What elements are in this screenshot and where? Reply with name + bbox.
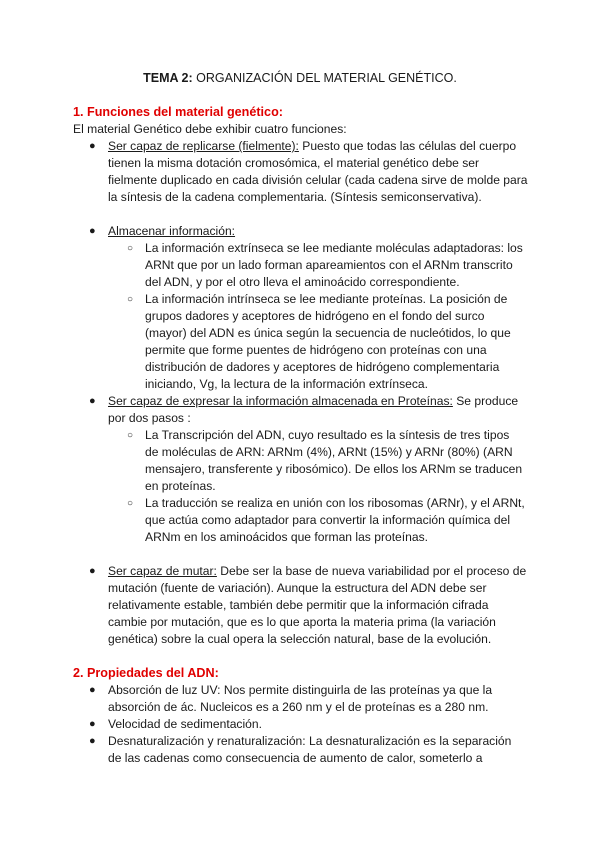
item-text: Puesto que todas las células del cuerpo tienen la misma dotación cromosómica, el material genético debe ser fielmente duplicado en cada división celular (cada cadena sirve de molde para la síntesis de la cadena complementaria. (Síntesis semiconservativa). (108, 139, 528, 204)
bullet-icon: ● (89, 225, 96, 237)
section1-heading: 1. Funciones del material genético: (73, 105, 283, 119)
item-label: Almacenar información: (108, 224, 236, 238)
sub-item: La información intrínseca se lee mediante proteínas. La posición de grupos dadores y aceptores de hidrógeno en el fondo del surco (mayor) del ADN es única según la secuencia de nucleótidos, lo que permite que forme puentes de hidrógeno con proteínas con una distribución de dadores y aceptores de hidrógeno complementaria iniciando, Vg, la lectura de la información extrínseca. (145, 292, 511, 391)
item-text: Debe ser la base de nueva variabilidad por el proceso de mutación (fuente de variación). Aunque la estructura del ADN debe ser relativamente estable, también debe permitir que la información cifrada cambie por mutación, que es lo que aporta la materia prima (la variación genética) sobre la cual opera la selección natural, base de la evolución. (108, 564, 527, 646)
sub-bullet-icon: ○ (127, 498, 134, 509)
function-item-store (108, 223, 528, 240)
sub-bullet-icon: ○ (127, 294, 134, 305)
bullet-icon: ● (89, 140, 96, 152)
function-item-mutate (108, 563, 528, 648)
item-text: Se produce por dos pasos : (108, 394, 519, 425)
property-item: Absorción de luz UV: Nos permite distinguirla de las proteínas ya que la absorción de ác. Nucleicos es a 260 nm y el de proteínas es a 280 nm. (108, 683, 493, 714)
bullet-icon: ● (89, 718, 96, 730)
sub-item: La Transcripción del ADN, cuyo resultado es la síntesis de tres tipos de moléculas de ARN: ARNm (4%), ARNt (15%) y ARNr (80%) (ARN mensajero, transferente y ribosómico). De ellos los ARNm se traducen en proteínas. (145, 428, 523, 493)
sub-item: La información extrínseca se lee mediante moléculas adaptadoras: los ARNt que por un lado forman apareamientos con el ARNm transcrito del ADN, y por el otro lleva el aminoácido correspondiente. (145, 241, 523, 289)
bullet-icon: ● (89, 684, 96, 696)
property-item: Desnaturalización y renaturalización: La desnaturalización es la separación de las cadenas como consecuencia de aumento de calor, someterlo a (108, 734, 512, 765)
function-item-express (108, 393, 528, 427)
sub-item: La traducción se realiza en unión con los ribosomas (ARNr), y el ARNt, que actúa como adaptador para convertir la información química del ARNm en los aminoácidos que forman las proteínas. (145, 496, 525, 544)
title-rest: ORGANIZACIÓN DEL MATERIAL GENÉTICO. (192, 71, 457, 85)
item-label: Ser capaz de replicarse (fielmente): (108, 139, 299, 153)
bullet-icon: ● (89, 565, 96, 577)
section1-intro: El material Genético debe exhibir cuatro funciones: (73, 122, 347, 136)
bullet-icon: ● (89, 395, 96, 407)
property-item: Velocidad de sedimentación. (108, 717, 262, 731)
item-label: Ser capaz de mutar: (108, 564, 217, 578)
page-title (0, 70, 600, 87)
sub-bullet-icon: ○ (127, 430, 134, 441)
section2-heading: 2. Propiedades del ADN: (73, 666, 219, 680)
item-label: Ser capaz de expresar la información almacenada en Proteínas: (108, 394, 453, 408)
bullet-icon: ● (89, 735, 96, 747)
sub-bullet-icon: ○ (127, 243, 134, 254)
function-item-replicate (108, 138, 528, 206)
title-tema: TEMA 2: (143, 71, 193, 85)
